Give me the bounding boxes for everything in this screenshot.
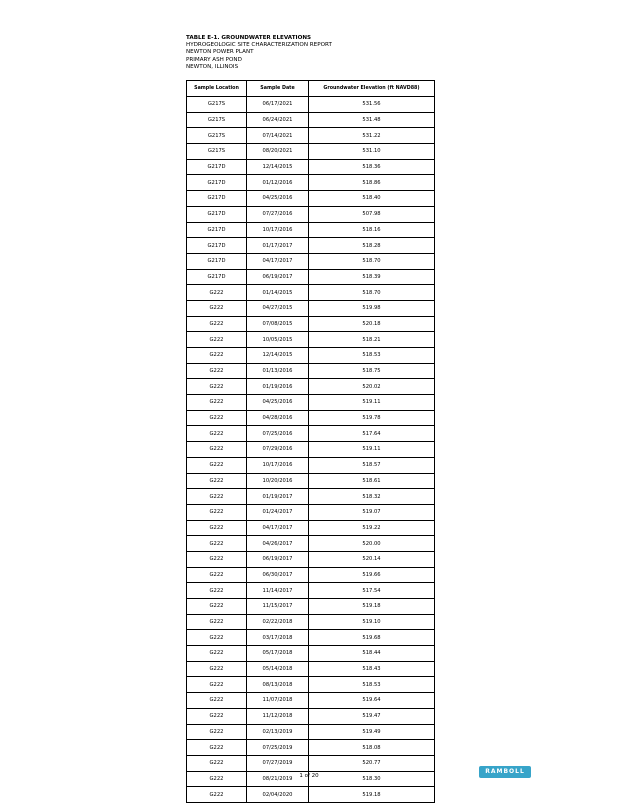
cell-groundwater-elevation: 518.16 <box>309 222 435 238</box>
cell-sample-location: G217D <box>187 238 247 254</box>
cell-groundwater-elevation: 518.53 <box>309 348 435 364</box>
cell-groundwater-elevation: 519.11 <box>309 442 435 458</box>
table-row <box>187 112 435 128</box>
cell-groundwater-elevation: 518.44 <box>309 646 435 662</box>
cell-sample-location: G222 <box>187 300 247 316</box>
cell-groundwater-elevation: 518.30 <box>309 771 435 787</box>
cell-sample-location: G222 <box>187 332 247 348</box>
site-location: NEWTON, ILLINOIS <box>186 63 239 70</box>
groundwater-elevation-table <box>186 80 435 803</box>
cell-groundwater-elevation: 518.70 <box>309 285 435 301</box>
table-row <box>187 489 435 505</box>
cell-sample-date: 11/14/2017 <box>247 583 309 599</box>
cell-groundwater-elevation: 518.86 <box>309 175 435 191</box>
table-row <box>187 567 435 583</box>
cell-sample-date: 12/14/2015 <box>247 348 309 364</box>
cell-sample-location: G222 <box>187 693 247 709</box>
cell-sample-location: G222 <box>187 646 247 662</box>
cell-sample-date: 08/13/2018 <box>247 677 309 693</box>
table-row <box>187 206 435 222</box>
cell-sample-date: 02/22/2018 <box>247 614 309 630</box>
cell-sample-location: G222 <box>187 520 247 536</box>
cell-sample-date: 01/14/2015 <box>247 285 309 301</box>
cell-sample-date: 04/26/2017 <box>247 536 309 552</box>
cell-sample-location: G217D <box>187 206 247 222</box>
cell-sample-location: G222 <box>187 755 247 771</box>
cell-groundwater-elevation: 518.36 <box>309 159 435 175</box>
cell-groundwater-elevation: 518.40 <box>309 191 435 207</box>
cell-sample-date: 06/19/2017 <box>247 551 309 567</box>
table-row <box>187 300 435 316</box>
cell-sample-date: 01/17/2017 <box>247 238 309 254</box>
cell-sample-location: G222 <box>187 395 247 411</box>
table-row <box>187 379 435 395</box>
cell-groundwater-elevation: 517.64 <box>309 426 435 442</box>
cell-sample-location: G222 <box>187 379 247 395</box>
table-row <box>187 97 435 113</box>
cell-sample-date: 06/17/2021 <box>247 97 309 113</box>
cell-groundwater-elevation: 518.21 <box>309 332 435 348</box>
table-row <box>187 348 435 364</box>
plant-name: NEWTON POWER PLANT <box>186 49 254 56</box>
cell-groundwater-elevation: 519.47 <box>309 708 435 724</box>
cell-sample-location: G222 <box>187 630 247 646</box>
ramboll-logo: RAMBOLL <box>479 766 531 778</box>
cell-groundwater-elevation: 518.53 <box>309 677 435 693</box>
cell-sample-date: 04/17/2017 <box>247 253 309 269</box>
cell-sample-date: 12/14/2015 <box>247 159 309 175</box>
cell-sample-location: G222 <box>187 677 247 693</box>
table-row <box>187 128 435 144</box>
table-row <box>187 426 435 442</box>
cell-sample-location: G222 <box>187 410 247 426</box>
table-row <box>187 191 435 207</box>
cell-groundwater-elevation: 518.70 <box>309 253 435 269</box>
cell-sample-location: G217D <box>187 222 247 238</box>
cell-sample-date: 10/17/2016 <box>247 222 309 238</box>
cell-sample-date: 11/07/2018 <box>247 693 309 709</box>
page-number: 1 of 20 <box>299 773 319 779</box>
cell-sample-date: 07/27/2016 <box>247 206 309 222</box>
cell-groundwater-elevation: 519.68 <box>309 630 435 646</box>
cell-sample-date: 01/19/2016 <box>247 379 309 395</box>
cell-sample-location: G222 <box>187 787 247 803</box>
cell-groundwater-elevation: 520.14 <box>309 551 435 567</box>
cell-sample-date: 11/12/2018 <box>247 708 309 724</box>
table-row <box>187 222 435 238</box>
report-header <box>186 35 332 71</box>
cell-sample-location: G222 <box>187 551 247 567</box>
table-row <box>187 410 435 426</box>
cell-sample-date: 06/19/2017 <box>247 269 309 285</box>
cell-groundwater-elevation: 520.00 <box>309 536 435 552</box>
table-row <box>187 332 435 348</box>
cell-sample-date: 10/05/2015 <box>247 332 309 348</box>
cell-sample-location: G222 <box>187 614 247 630</box>
cell-groundwater-elevation: 520.18 <box>309 316 435 332</box>
cell-groundwater-elevation: 520.77 <box>309 755 435 771</box>
column-header-sample-location: Sample Location <box>187 81 247 97</box>
cell-sample-location: G222 <box>187 363 247 379</box>
cell-sample-location: G222 <box>187 583 247 599</box>
column-header-groundwater-elevation: Groundwater Elevation (ft NAVD88) <box>309 81 435 97</box>
cell-sample-date: 05/14/2018 <box>247 661 309 677</box>
cell-sample-location: G217D <box>187 269 247 285</box>
cell-groundwater-elevation: 517.54 <box>309 583 435 599</box>
table-body <box>187 97 435 803</box>
cell-sample-date: 04/27/2015 <box>247 300 309 316</box>
cell-sample-location: G222 <box>187 536 247 552</box>
cell-groundwater-elevation: 518.08 <box>309 740 435 756</box>
cell-sample-location: G222 <box>187 457 247 473</box>
cell-groundwater-elevation: 520.02 <box>309 379 435 395</box>
cell-groundwater-elevation: 519.11 <box>309 395 435 411</box>
cell-sample-date: 11/15/2017 <box>247 599 309 615</box>
cell-sample-location: G222 <box>187 473 247 489</box>
table-row <box>187 442 435 458</box>
cell-sample-location: G217D <box>187 175 247 191</box>
cell-sample-date: 07/25/2016 <box>247 426 309 442</box>
table-row <box>187 144 435 160</box>
cell-sample-date: 07/29/2016 <box>247 442 309 458</box>
cell-groundwater-elevation: 531.10 <box>309 144 435 160</box>
table-row <box>187 269 435 285</box>
groundwater-table-container <box>186 80 434 803</box>
cell-sample-location: G222 <box>187 348 247 364</box>
cell-sample-date: 01/12/2016 <box>247 175 309 191</box>
cell-sample-date: 04/28/2016 <box>247 410 309 426</box>
table-row <box>187 285 435 301</box>
cell-sample-date: 07/27/2019 <box>247 755 309 771</box>
cell-sample-date: 03/17/2018 <box>247 630 309 646</box>
cell-groundwater-elevation: 518.28 <box>309 238 435 254</box>
table-row <box>187 520 435 536</box>
cell-groundwater-elevation: 531.56 <box>309 97 435 113</box>
cell-groundwater-elevation: 518.32 <box>309 489 435 505</box>
table-row <box>187 159 435 175</box>
cell-groundwater-elevation: 519.22 <box>309 520 435 536</box>
cell-sample-location: G217D <box>187 159 247 175</box>
cell-sample-location: G222 <box>187 504 247 520</box>
cell-sample-date: 10/17/2016 <box>247 457 309 473</box>
cell-sample-date: 07/08/2015 <box>247 316 309 332</box>
table-row <box>187 708 435 724</box>
cell-sample-date: 01/24/2017 <box>247 504 309 520</box>
cell-sample-date: 08/20/2021 <box>247 144 309 160</box>
cell-sample-location: G217S <box>187 128 247 144</box>
table-row <box>187 457 435 473</box>
table-row <box>187 661 435 677</box>
cell-sample-location: G217S <box>187 112 247 128</box>
cell-sample-location: G222 <box>187 316 247 332</box>
cell-sample-location: G222 <box>187 708 247 724</box>
table-row <box>187 316 435 332</box>
cell-groundwater-elevation: 518.57 <box>309 457 435 473</box>
cell-groundwater-elevation: 518.61 <box>309 473 435 489</box>
cell-sample-location: G217S <box>187 144 247 160</box>
cell-sample-location: G222 <box>187 740 247 756</box>
cell-sample-location: G222 <box>187 285 247 301</box>
table-row <box>187 536 435 552</box>
cell-sample-date: 01/19/2017 <box>247 489 309 505</box>
cell-sample-date: 06/24/2021 <box>247 112 309 128</box>
table-row <box>187 363 435 379</box>
table-row <box>187 473 435 489</box>
table-title: TABLE E-1. GROUNDWATER ELEVATIONS <box>186 35 312 41</box>
cell-sample-date: 04/25/2016 <box>247 395 309 411</box>
cell-sample-date: 08/21/2019 <box>247 771 309 787</box>
cell-sample-date: 10/20/2016 <box>247 473 309 489</box>
cell-groundwater-elevation: 519.64 <box>309 693 435 709</box>
table-header-row <box>187 81 435 97</box>
cell-groundwater-elevation: 518.75 <box>309 363 435 379</box>
cell-sample-location: G217D <box>187 191 247 207</box>
report-subtitle: HYDROGEOLOGIC SITE CHARACTERIZATION REPORT <box>186 42 332 49</box>
cell-sample-date: 06/30/2017 <box>247 567 309 583</box>
cell-sample-date: 07/14/2021 <box>247 128 309 144</box>
cell-groundwater-elevation: 519.98 <box>309 300 435 316</box>
table-row <box>187 175 435 191</box>
table-row <box>187 551 435 567</box>
cell-sample-location: G217D <box>187 253 247 269</box>
cell-sample-date: 05/17/2018 <box>247 646 309 662</box>
cell-sample-location: G217S <box>187 97 247 113</box>
table-row <box>187 504 435 520</box>
cell-sample-location: G222 <box>187 724 247 740</box>
cell-sample-location: G222 <box>187 442 247 458</box>
table-row <box>187 238 435 254</box>
table-row <box>187 253 435 269</box>
cell-sample-date: 04/25/2016 <box>247 191 309 207</box>
table-row <box>187 724 435 740</box>
cell-groundwater-elevation: 519.10 <box>309 614 435 630</box>
cell-groundwater-elevation: 519.18 <box>309 599 435 615</box>
table-row <box>187 630 435 646</box>
table-row <box>187 677 435 693</box>
table-row <box>187 614 435 630</box>
table-row <box>187 755 435 771</box>
cell-groundwater-elevation: 519.07 <box>309 504 435 520</box>
table-row <box>187 583 435 599</box>
cell-sample-date: 02/13/2019 <box>247 724 309 740</box>
column-header-sample-date: Sample Date <box>247 81 309 97</box>
cell-groundwater-elevation: 531.48 <box>309 112 435 128</box>
cell-groundwater-elevation: 519.49 <box>309 724 435 740</box>
cell-sample-date: 04/17/2017 <box>247 520 309 536</box>
cell-groundwater-elevation: 518.39 <box>309 269 435 285</box>
cell-sample-location: G222 <box>187 599 247 615</box>
cell-groundwater-elevation: 518.43 <box>309 661 435 677</box>
cell-sample-location: G222 <box>187 426 247 442</box>
cell-groundwater-elevation: 519.66 <box>309 567 435 583</box>
cell-groundwater-elevation: 507.98 <box>309 206 435 222</box>
cell-groundwater-elevation: 519.18 <box>309 787 435 803</box>
unit-name: PRIMARY ASH POND <box>186 56 242 63</box>
cell-sample-date: 01/13/2016 <box>247 363 309 379</box>
cell-sample-location: G222 <box>187 489 247 505</box>
cell-sample-date: 07/25/2019 <box>247 740 309 756</box>
table-row <box>187 787 435 803</box>
table-row <box>187 646 435 662</box>
cell-groundwater-elevation: 519.78 <box>309 410 435 426</box>
table-row <box>187 693 435 709</box>
cell-sample-location: G222 <box>187 661 247 677</box>
table-row <box>187 599 435 615</box>
cell-sample-location: G222 <box>187 567 247 583</box>
table-row <box>187 395 435 411</box>
cell-sample-location: G222 <box>187 771 247 787</box>
cell-groundwater-elevation: 531.22 <box>309 128 435 144</box>
table-row <box>187 740 435 756</box>
cell-sample-date: 02/04/2020 <box>247 787 309 803</box>
